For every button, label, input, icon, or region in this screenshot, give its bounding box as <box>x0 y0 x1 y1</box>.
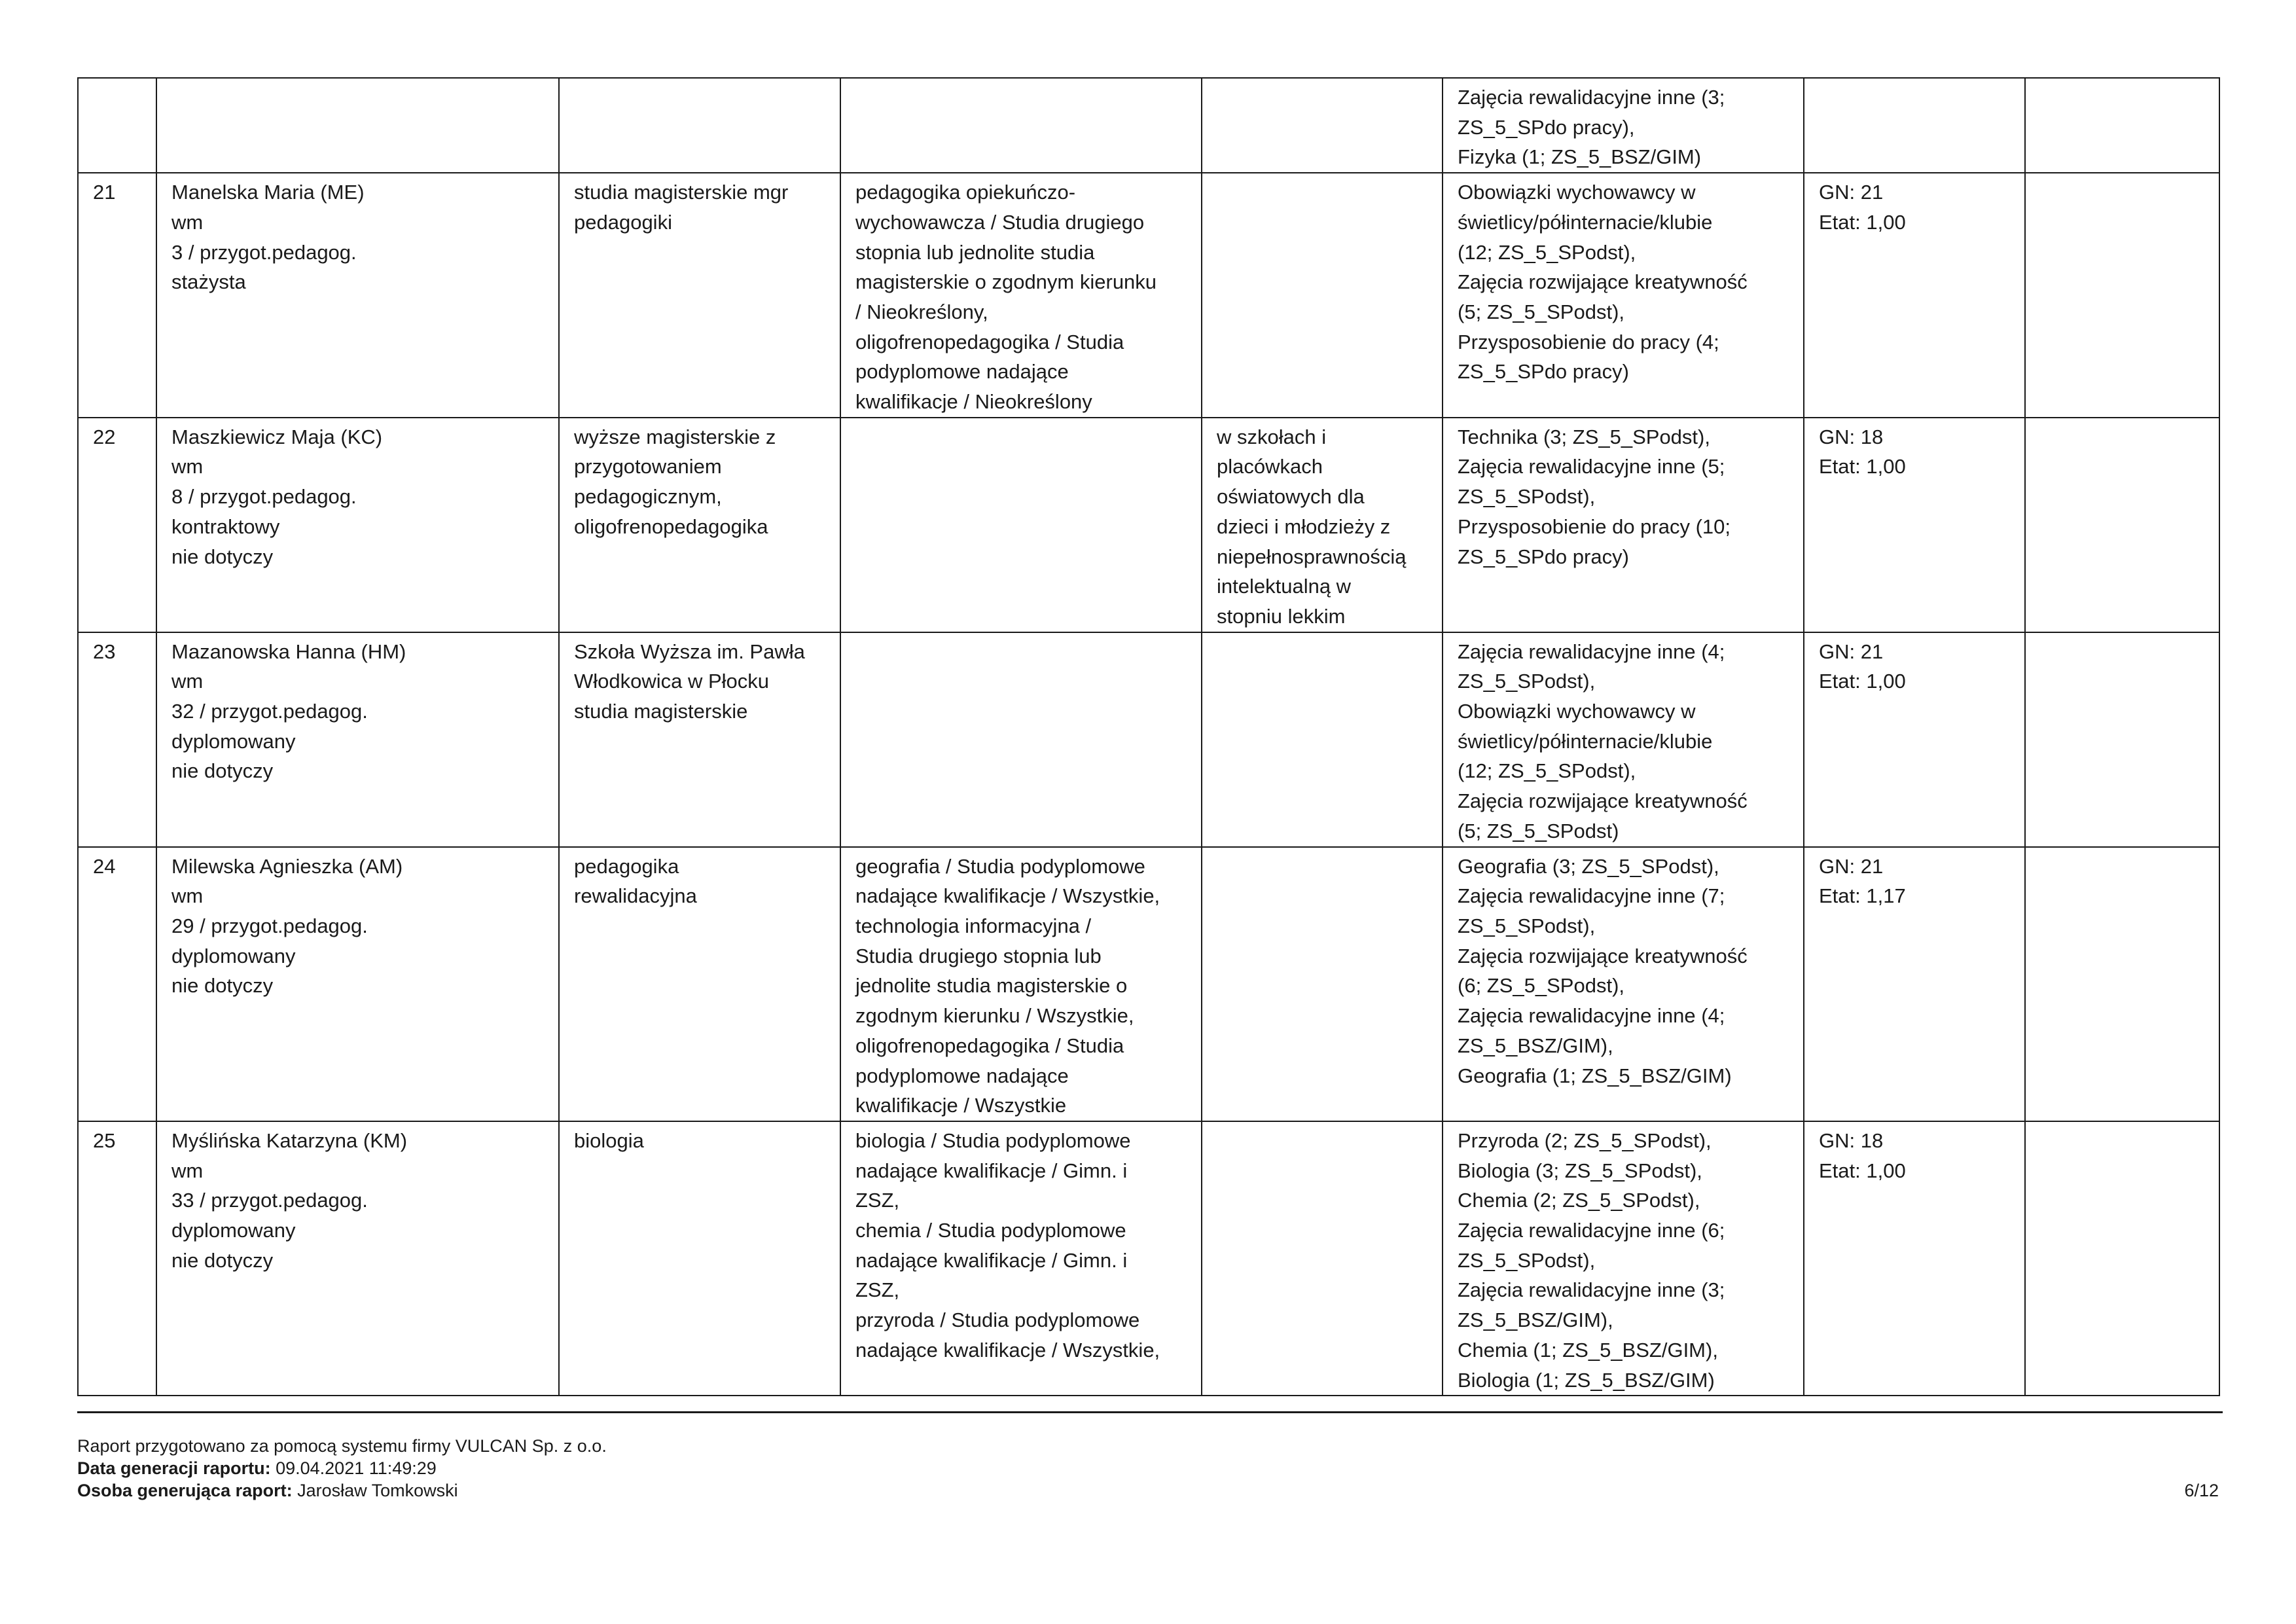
footer-person-line <box>77 1479 2219 1502</box>
cell-teacher: Mazanowska Hanna (HM) wm 32 / przygot.pedagog. dyplomowany nie dotyczy <box>156 632 559 847</box>
cell-special <box>1202 173 1443 418</box>
cell-teacher <box>156 78 559 173</box>
cell-extra <box>2025 632 2219 847</box>
cell-special <box>1202 78 1443 173</box>
report-footer <box>77 1435 2219 1502</box>
table-row <box>78 173 2219 418</box>
footer-date-value: 09.04.2021 11:49:29 <box>276 1458 437 1478</box>
cell-teacher: Milewska Agnieszka (AM) wm 29 / przygot.pedagog. dyplomowany nie dotyczy <box>156 847 559 1121</box>
cell-nr: 25 <box>78 1121 156 1396</box>
cell-special <box>1202 632 1443 847</box>
cell-qualifications <box>840 78 1202 173</box>
cell-special: w szkołach i placówkach oświatowych dla dzieci i młodzieży z niepełnosprawnością intelektualną w stopniu lekkim <box>1202 418 1443 632</box>
cell-nr: 24 <box>78 847 156 1121</box>
cell-nr <box>78 78 156 173</box>
cell-qualifications <box>840 418 1202 632</box>
cell-extra <box>2025 78 2219 173</box>
cell-subjects: Zajęcia rewalidacyjne inne (3; ZS_5_SPdo pracy), Fizyka (1; ZS_5_BSZ/GIM) <box>1443 78 1804 173</box>
cell-subjects: Technika (3; ZS_5_SPodst), Zajęcia rewalidacyjne inne (5; ZS_5_SPodst), Przysposobienie do pracy (10; ZS_5_SPdo pracy) <box>1443 418 1804 632</box>
table-row <box>78 1121 2219 1396</box>
cell-teacher: Myślińska Katarzyna (KM) wm 33 / przygot.pedagog. dyplomowany nie dotyczy <box>156 1121 559 1396</box>
footer-person-value: Jarosław Tomkowski <box>297 1481 458 1500</box>
cell-nr: 22 <box>78 418 156 632</box>
footer-date-line <box>77 1457 2219 1479</box>
cell-hours: GN: 21 Etat: 1,00 <box>1804 173 2025 418</box>
cell-education: pedagogika rewalidacyjna <box>559 847 840 1121</box>
cell-qualifications: geografia / Studia podyplomowe nadające kwalifikacje / Wszystkie, technologia informacyjna / Studia drugiego stopnia lub jednolite studia magisterskie o zgodnym kierunku / Wszystkie, oligofrenopedagogika / Studia podyplomowe nadające kwalifikacje / Wszystkie <box>840 847 1202 1121</box>
cell-special <box>1202 1121 1443 1396</box>
cell-subjects: Zajęcia rewalidacyjne inne (4; ZS_5_SPodst), Obowiązki wychowawcy w świetlicy/półinternacie/klubie (12; ZS_5_SPodst), Zajęcia rozwijające kreatywność (5; ZS_5_SPodst) <box>1443 632 1804 847</box>
cell-qualifications: biologia / Studia podyplomowe nadające kwalifikacje / Gimn. i ZSZ, chemia / Studia podyplomowe nadające kwalifikacje / Gimn. i ZSZ, przyroda / Studia podyplomowe nadające kwalifikacje / Wszystkie, <box>840 1121 1202 1396</box>
cell-teacher: Maszkiewicz Maja (KC) wm 8 / przygot.pedagog. kontraktowy nie dotyczy <box>156 418 559 632</box>
cell-special <box>1202 847 1443 1121</box>
cell-qualifications <box>840 632 1202 847</box>
cell-hours: GN: 21 Etat: 1,00 <box>1804 632 2025 847</box>
cell-extra <box>2025 1121 2219 1396</box>
report-table <box>77 77 2220 1396</box>
table-row <box>78 632 2219 847</box>
cell-extra <box>2025 418 2219 632</box>
cell-education: studia magisterskie mgr pedagogiki <box>559 173 840 418</box>
cell-hours: GN: 21 Etat: 1,17 <box>1804 847 2025 1121</box>
table-row <box>78 847 2219 1121</box>
cell-nr: 23 <box>78 632 156 847</box>
footer-date-label: Data generacji raportu: <box>77 1458 271 1478</box>
cell-education <box>559 78 840 173</box>
cell-qualifications: pedagogika opiekuńczo- wychowawcza / Studia drugiego stopnia lub jednolite studia magisterskie o zgodnym kierunku / Nieokreślony, oligofrenopedagogika / Studia podyplomowe nadające kwalifikacje / Nieokreślony <box>840 173 1202 418</box>
cell-subjects: Geografia (3; ZS_5_SPodst), Zajęcia rewalidacyjne inne (7; ZS_5_SPodst), Zajęcia rozwijające kreatywność (6; ZS_5_SPodst), Zajęcia rewalidacyjne inne (4; ZS_5_BSZ/GIM), Geografia (1; ZS_5_BSZ/GIM) <box>1443 847 1804 1121</box>
cell-extra <box>2025 173 2219 418</box>
footer-divider <box>77 1411 2223 1413</box>
cell-subjects: Przyroda (2; ZS_5_SPodst), Biologia (3; ZS_5_SPodst), Chemia (2; ZS_5_SPodst), Zajęcia rewalidacyjne inne (6; ZS_5_SPodst), Zajęcia rewalidacyjne inne (3; ZS_5_BSZ/GIM), Chemia (1; ZS_5_BSZ/GIM), Biologia (1; ZS_5_BSZ/GIM) <box>1443 1121 1804 1396</box>
cell-education: wyższe magisterskie z przygotowaniem pedagogicznym, oligofrenopedagogika <box>559 418 840 632</box>
footer-person-label: Osoba generująca raport: <box>77 1481 293 1500</box>
cell-teacher: Manelska Maria (ME) wm 3 / przygot.pedagog. stażysta <box>156 173 559 418</box>
cell-education: biologia <box>559 1121 840 1396</box>
cell-nr: 21 <box>78 173 156 418</box>
footer-system-note: Raport przygotowano za pomocą systemu firmy VULCAN Sp. z o.o. <box>77 1436 607 1456</box>
cell-hours: GN: 18 Etat: 1,00 <box>1804 418 2025 632</box>
cell-subjects: Obowiązki wychowawcy w świetlicy/półinternacie/klubie (12; ZS_5_SPodst), Zajęcia rozwijające kreatywność (5; ZS_5_SPodst), Przysposobienie do pracy (4; ZS_5_SPdo pracy) <box>1443 173 1804 418</box>
cell-education: Szkoła Wyższa im. Pawła Włodkowica w Płocku studia magisterskie <box>559 632 840 847</box>
cell-hours <box>1804 78 2025 173</box>
table-row <box>78 418 2219 632</box>
cell-extra <box>2025 847 2219 1121</box>
page-number: 6/12 <box>2184 1481 2219 1500</box>
cell-hours: GN: 18 Etat: 1,00 <box>1804 1121 2025 1396</box>
table-row <box>78 78 2219 173</box>
